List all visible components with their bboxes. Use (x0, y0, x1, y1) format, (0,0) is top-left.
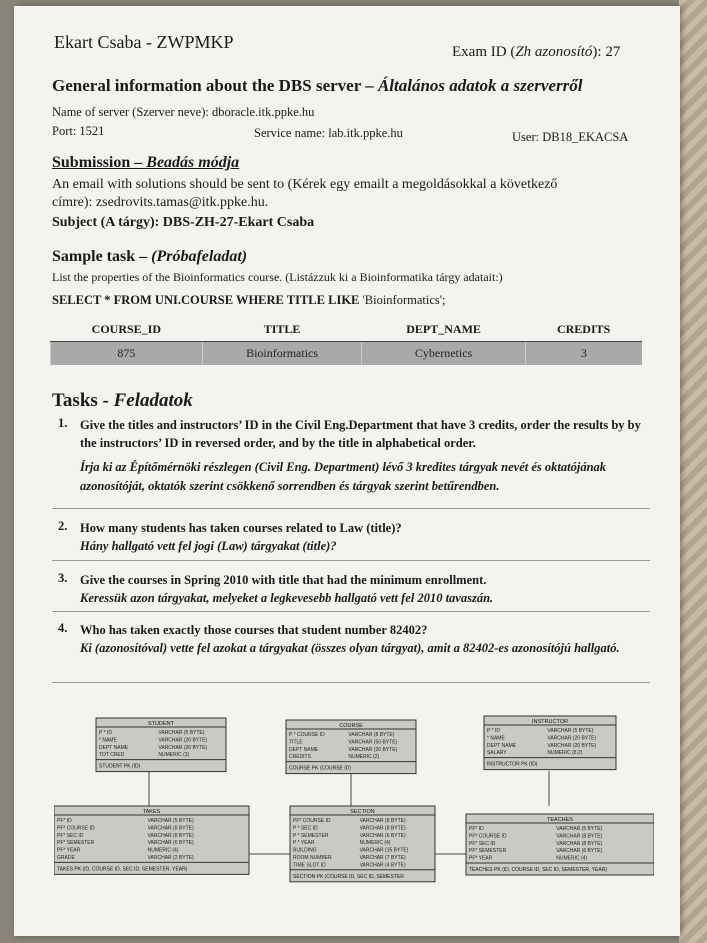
entity-primary-key: INSTRUCTOR PK (ID) (487, 761, 538, 768)
submission-text-line2: címre): zsedrovits.tamas@itk.ppke.hu. (52, 195, 269, 210)
entity-column-name: PF* SEMESTER (57, 840, 95, 847)
entity-column-name: DEPT NAME (289, 746, 319, 753)
task-item: 4. Who has taken exactly those courses that student number 82402? Ki (azonosítóval) vette fel azokat a tárgyakat (összes olyan tárgyat), amit a 82402-es azonosítójú hallgató. (58, 621, 648, 658)
exam-id: Exam ID (Zh azonosító): 27 (452, 44, 621, 60)
entity-column-type: NUMERIC (8,2) (547, 750, 583, 757)
entity-column-name: ROOM NUMBER (293, 855, 332, 861)
entity-column-type: VARCHAR (6 BYTE) (359, 832, 406, 839)
entity-title: STUDENT (148, 721, 174, 727)
entity-column-type: VARCHAR (20 BYTE) (348, 746, 398, 753)
entity-column-type: VARCHAR (5 BYTE) (147, 818, 194, 824)
entity-column-name: P * YEAR (293, 840, 315, 847)
task-text-hu: Keressük azon tárgyakat, melyeket a legkevesebb hallgató vett fel 2010 tavaszán. (80, 591, 494, 605)
entity-column-type: VARCHAR (4 BYTE) (359, 862, 406, 869)
db-user: User: DB18_EKACSA (512, 130, 629, 144)
submission-subject: Subject (A tárgy): DBS-ZH-27-Ekart Csaba (52, 215, 315, 230)
entity-column-name: * NAME (99, 737, 117, 744)
entity-column-type: VARCHAR (20 BYTE) (547, 735, 597, 742)
entity-primary-key: TEACHES PK (ID, COURSE ID, SEC ID, SEMESTER, YEAR) (469, 867, 607, 873)
entity-column-name: PF* YEAR (57, 847, 81, 854)
task-text-hu: Írja ki az Építőmérnöki részlegen (Civil Eng. Department) lévő 3 kredites tárgyak nevét és oktatójának azonosítóját, oktatók szerint csökkenő sorrendben és tárgyak szerint betűrendben. (80, 460, 607, 493)
entity-column-type: VARCHAR (6 BYTE) (147, 840, 194, 847)
entity-teaches (466, 814, 654, 875)
task-text-hu: Ki (azonosítóval) vette fel azokat a tárgyakat (összes olyan tárgyat), amit a 82402-es azonosítójú hallgató. (80, 641, 620, 655)
column-header: TITLE (202, 318, 362, 342)
submission-text-line1: An email with solutions should be sent to (Kérek egy emailt a megoldásokkal a következő (52, 177, 558, 192)
entity-column-name: TITLE (289, 739, 303, 746)
entity-column-type: VARCHAR (20 BYTE) (547, 742, 597, 749)
divider (52, 682, 650, 683)
entity-student (96, 718, 226, 772)
entity-column-type: NUMERIC (4) (359, 840, 391, 847)
entity-column-name: PF* SEMESTER (469, 848, 507, 855)
entity-column-type: VARCHAR (7 BYTE) (359, 855, 406, 861)
entity-title: TEACHES (547, 817, 573, 823)
entity-course (286, 720, 416, 774)
entity-takes (54, 806, 249, 874)
entity-column-name: PF* SEC ID (57, 832, 84, 839)
entity-column-type: VARCHAR (8 BYTE) (147, 825, 194, 832)
entity-instructor (484, 716, 616, 770)
entity-column-type: NUMERIC (3) (158, 752, 190, 759)
entity-column-name: PF* COURSE ID (57, 825, 95, 832)
entity-column-type: VARCHAR (6 BYTE) (556, 848, 603, 855)
entity-column-name: DEPT NAME (99, 744, 129, 751)
entity-column-type: VARCHAR (15 BYTE) (359, 847, 409, 854)
table-row (51, 342, 643, 366)
entity-column-name: TOT CRED (99, 752, 125, 759)
entity-column-name: CREDITS (289, 754, 311, 761)
entity-column-name: * NAME (487, 735, 505, 742)
entity-primary-key: SECTION PK (COURSE ID, SEC ID, SEMESTER (293, 873, 404, 880)
entity-column-type: VARCHAR (5 BYTE) (556, 826, 603, 832)
table-cell: Bioinformatics (202, 342, 362, 366)
task-item: 1. Give the titles and instructors’ ID in the Civil Eng.Department that have 3 credits, order the results by by the instructors’ ID in reversed order, and by the title in alphabetical order. Írja ki az Építőmérnöki részlegen (Civil Eng. Department) lévő 3 kredites tárgyak nevét és oktatójának azonosítóját, oktatók szerint csökkenő sorrendben és tárgyak szerint betűrendben. (58, 416, 648, 496)
entity-title: INSTRUCTOR (532, 719, 568, 725)
entity-primary-key: COURSE PK (COURSE ID) (289, 765, 351, 772)
table-cell: 3 (525, 342, 642, 366)
entity-column-name: P * COURSE ID (289, 732, 325, 738)
entity-column-type: VARCHAR (8 BYTE) (556, 840, 603, 847)
sample-sql-query: SELECT * FROM UNI.COURSE WHERE TITLE LIKE 'Bioinformatics'; (52, 293, 446, 307)
entity-column-name: P * SEC ID (293, 825, 318, 832)
divider (52, 560, 650, 561)
background-fabric (679, 0, 707, 943)
entity-column-name: P * ID (487, 728, 500, 734)
entity-column-name: P * ID (99, 730, 112, 736)
entity-column-type: VARCHAR (5 BYTE) (547, 728, 594, 734)
entity-column-type: VARCHAR (8 BYTE) (147, 832, 194, 839)
task-text-hu: Hány hallgató vett fel jogi (Law) tárgyakat (title)? (80, 539, 337, 553)
task-item: 2. How many students has taken courses related to Law (title)? Hány hallgató vett fel jogi (Law) tárgyakat (title)? (58, 519, 648, 556)
entity-column-name: PF* ID (57, 818, 72, 824)
entity-column-name: TIME SLOT ID (293, 862, 326, 869)
er-diagram (54, 706, 654, 902)
entity-column-name: P * SEMESTER (293, 832, 329, 839)
entity-title: COURSE (339, 723, 363, 729)
entity-title: TAKES (142, 809, 161, 815)
server-name: Name of server (Szerver neve): dboracle.itk.ppke.hu (52, 105, 315, 119)
entity-column-name: PF* COURSE ID (469, 833, 507, 840)
entity-column-type: VARCHAR (5 BYTE) (158, 730, 205, 736)
table-cell: 875 (51, 342, 203, 366)
sample-task-description: List the properties of the Bioinformatics course. (Listázzuk ki a Bioinformatika tárgy adatait:) (52, 270, 503, 284)
entity-column-type: VARCHAR (50 BYTE) (348, 739, 398, 746)
entity-column-type: NUMERIC (2) (348, 754, 380, 761)
entity-column-name: PF* SEC ID (469, 840, 496, 847)
task-item: 3. Give the courses in Spring 2010 with title that had the minimum enrollment. Keressük azon tárgyakat, melyeket a legkevesebb hallgató vett fel 2010 tavaszán. (58, 571, 648, 608)
divider (52, 508, 650, 509)
task-text-en: Give the courses in Spring 2010 with title that had the minimum enrollment. (80, 573, 487, 587)
entity-column-name: DEPT NAME (487, 742, 517, 749)
divider (52, 611, 650, 612)
entity-column-name: SALARY (487, 750, 507, 757)
entity-primary-key: STUDENT PK (ID) (99, 763, 141, 770)
exam-sheet (14, 6, 680, 936)
service-name: Service name: lab.itk.ppke.hu (254, 126, 403, 140)
entity-column-type: VARCHAR (8 BYTE) (348, 732, 395, 738)
entity-column-name: BUILDING (293, 847, 317, 854)
general-info-heading: General information about the DBS server – Általános adatok a szerverről (52, 76, 583, 95)
task-text-en: Who has taken exactly those courses that student number 82402? (80, 623, 428, 637)
sample-task-heading: Sample task – (Próbafeladat) (52, 248, 248, 265)
tasks-heading: Tasks - Feladatok (52, 390, 193, 411)
server-port: Port: 1521 (52, 124, 105, 138)
entity-column-type: VARCHAR (20 BYTE) (158, 737, 208, 744)
table-cell: Cybernetics (362, 342, 525, 366)
column-header: COURSE_ID (51, 318, 203, 342)
entity-column-name: PF* COURSE ID (293, 818, 331, 824)
task-text-en: Give the titles and instructors’ ID in the Civil Eng.Department that have 3 credits, order the results by by the instructors’ ID in reversed order, and by the title in alphabetical order. (80, 418, 641, 450)
column-header: CREDITS (525, 318, 642, 342)
entity-title: SECTION (350, 809, 375, 815)
entity-column-name: GRADE (57, 855, 75, 861)
sample-result-table (50, 318, 642, 365)
entity-column-type: VARCHAR (8 BYTE) (556, 833, 603, 840)
entity-section (290, 806, 435, 882)
entity-column-type: VARCHAR (2 BYTE) (147, 855, 194, 861)
submission-heading: Submission – Beadás módja (52, 154, 240, 171)
entity-column-name: PF* YEAR (469, 855, 493, 862)
column-header: DEPT_NAME (362, 318, 525, 342)
entity-column-type: NUMERIC (4) (147, 847, 179, 854)
entity-primary-key: TAKES PK (ID, COURSE ID, SEC ID, SEMESTER, YEAR) (57, 866, 188, 873)
task-text-en: How many students has taken courses related to Law (title)? (80, 521, 402, 535)
entity-column-type: NUMERIC (4) (556, 855, 588, 862)
entity-column-name: PF* ID (469, 826, 484, 832)
entity-column-type: VARCHAR (20 BYTE) (158, 744, 208, 751)
student-name: Ekart Csaba - ZWPMKP (54, 32, 234, 52)
entity-column-type: VARCHAR (8 BYTE) (359, 818, 406, 824)
entity-column-type: VARCHAR (8 BYTE) (359, 825, 406, 832)
